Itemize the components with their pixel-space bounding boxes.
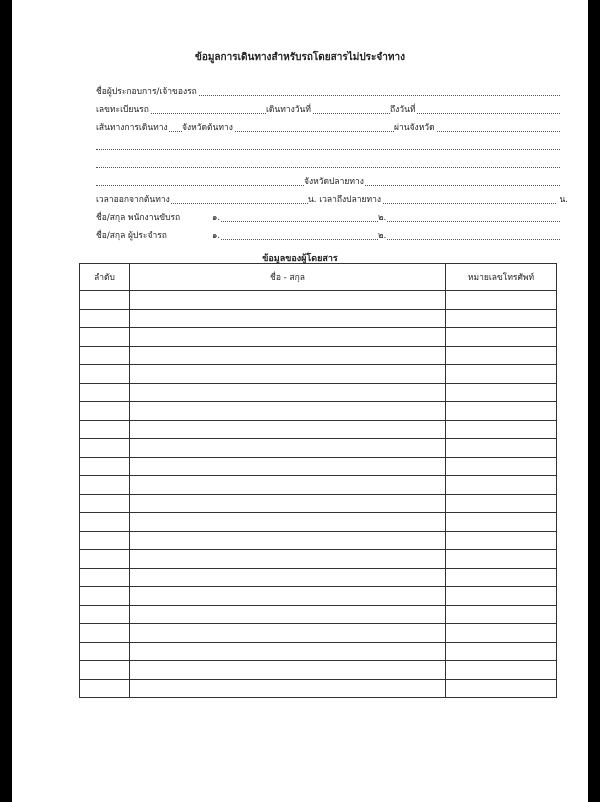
table-row [80,531,557,550]
table-row [80,587,557,606]
cell[interactable] [80,624,130,643]
cell[interactable] [446,365,557,384]
cell[interactable] [446,531,557,550]
route-label: เส้นทางการเดินทาง [96,120,169,134]
driver-num1: ๑. [212,210,221,224]
cell[interactable] [446,568,557,587]
table-row [80,346,557,365]
table-row [80,550,557,569]
table-row [80,642,557,661]
operator-line [96,84,560,98]
table-row [80,402,557,421]
cell[interactable] [446,494,557,513]
form-title: ข้อมูลการเดินทางสำหรับรถโดยสารไม่ประจำทาง [195,52,405,63]
cell[interactable] [446,661,557,680]
cell[interactable] [130,476,446,495]
cell[interactable] [446,457,557,476]
table-row [80,605,557,624]
table-row [80,439,557,458]
passenger-table [79,263,557,698]
conductor-line [96,228,560,242]
driver-line [96,210,560,224]
cell[interactable] [80,420,130,439]
cell[interactable] [80,513,130,532]
cell[interactable] [80,568,130,587]
plate-line [96,102,560,116]
table-row [80,309,557,328]
table-row [80,513,557,532]
time-unit: น. [559,195,568,205]
table-row [80,494,557,513]
cell[interactable] [446,605,557,624]
blank-line [96,138,560,152]
cell[interactable] [130,587,446,606]
form-page [12,0,588,802]
cell[interactable] [446,550,557,569]
conductor-num2: ๒. [378,228,387,242]
cell[interactable] [446,309,557,328]
cell[interactable] [446,291,557,310]
depart-time-label: เวลาออกจากต้นทาง [96,192,171,206]
cell[interactable] [130,679,446,698]
cell[interactable] [130,661,446,680]
passenger-section-title: ข้อมูลของผู้โดยสาร [262,254,338,264]
operator-label: ชื่อผู้ประกอบการ/เจ้าของรถ [96,84,198,98]
cell[interactable] [446,328,557,347]
cell[interactable] [446,439,557,458]
cell[interactable] [446,420,557,439]
cell[interactable] [80,679,130,698]
cell[interactable] [130,439,446,458]
cell[interactable] [446,587,557,606]
cell[interactable] [130,605,446,624]
table-row [80,328,557,347]
cell[interactable] [80,439,130,458]
driver-label: ชื่อ/สกุล พนักงานขับรถ [96,210,181,224]
cell[interactable] [80,346,130,365]
table-row [80,383,557,402]
col-phone-header: หมายเลขโทรศัพท์ [446,264,557,291]
cell[interactable] [80,291,130,310]
cell[interactable] [130,420,446,439]
cell[interactable] [80,383,130,402]
cell[interactable] [446,383,557,402]
cell[interactable] [130,291,446,310]
dest-line [96,174,560,188]
conductor-num1: ๑. [212,228,221,242]
table-row [80,420,557,439]
cell[interactable] [80,476,130,495]
cell[interactable] [80,642,130,661]
cell[interactable] [130,531,446,550]
driver-num2: ๒. [378,210,387,224]
table-row [80,624,557,643]
cell[interactable] [446,513,557,532]
cell[interactable] [130,550,446,569]
table-header-row [80,264,557,291]
cell[interactable] [80,494,130,513]
cell[interactable] [80,550,130,569]
arrive-time-label: น. เวลาถึงปลายทาง [308,192,382,206]
to-date-label: ถึงวันที่ [390,102,416,116]
cell[interactable] [446,624,557,643]
cell[interactable] [130,309,446,328]
table-row [80,365,557,384]
cell[interactable] [80,457,130,476]
table-row [80,476,557,495]
depart-date-label: เดินทางวันที่ [266,102,312,116]
plate-label: เลขทะเบียนรถ [96,102,150,116]
cell[interactable] [130,568,446,587]
cell[interactable] [130,624,446,643]
cell[interactable] [446,346,557,365]
cell[interactable] [80,661,130,680]
cell[interactable] [130,494,446,513]
cell[interactable] [80,402,130,421]
table-row [80,679,557,698]
cell[interactable] [80,587,130,606]
cell[interactable] [80,605,130,624]
origin-province-label: จังหวัดต้นทาง [182,120,234,134]
route-line [96,120,560,134]
cell[interactable] [80,531,130,550]
blank-line [96,156,560,170]
col-no-header: ลำดับ [80,264,130,291]
cell[interactable] [80,328,130,347]
time-line [96,192,568,206]
cell[interactable] [446,476,557,495]
col-name-header: ชื่อ - สกุล [130,264,446,291]
cell[interactable] [130,365,446,384]
cell[interactable] [130,513,446,532]
cell[interactable] [130,346,446,365]
table-row [80,457,557,476]
cell[interactable] [130,457,446,476]
conductor-label: ชื่อ/สกุล ผู้ประจำรถ [96,228,168,242]
cell[interactable] [446,402,557,421]
cell[interactable] [80,365,130,384]
dest-province-label: จังหวัดปลายทาง [304,174,365,188]
cell[interactable] [130,328,446,347]
cell[interactable] [80,309,130,328]
table-row [80,291,557,310]
cell[interactable] [130,642,446,661]
cell[interactable] [130,383,446,402]
cell[interactable] [446,642,557,661]
table-row [80,661,557,680]
cell[interactable] [130,402,446,421]
cell[interactable] [446,679,557,698]
via-province-label: ผ่านจังหวัด [394,120,436,134]
table-row [80,568,557,587]
